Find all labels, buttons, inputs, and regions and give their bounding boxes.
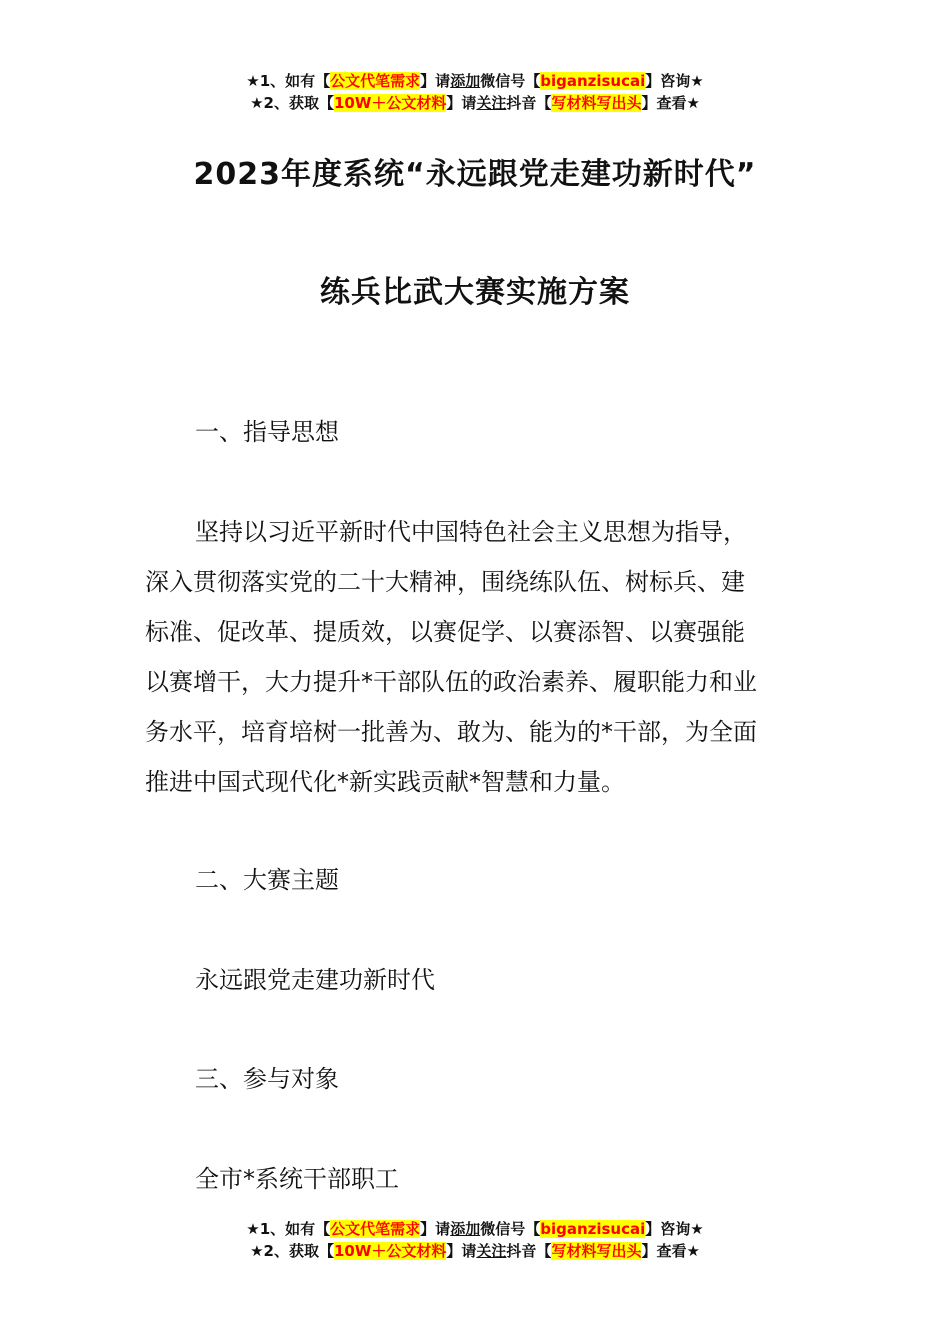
promo-text: 】咨询★ xyxy=(645,72,704,90)
paragraph-line: 坚持以习近平新时代中国特色社会主义思想为指导， xyxy=(195,518,747,546)
promo-text: 】请 xyxy=(446,94,477,112)
paragraph-line: 务水平，培育培树一批善为、敢为、能为的*干部，为全面 xyxy=(145,718,757,746)
promo-underlined-text: 关注 xyxy=(476,94,507,112)
promo-line-2 xyxy=(0,92,950,114)
promo-highlight: 10W＋公文材料 xyxy=(333,1242,447,1260)
promo-text: 】查看★ xyxy=(641,94,700,112)
promo-underlined-text: 添加 xyxy=(450,72,481,90)
contest-theme-text: 永远跟党走建功新时代 xyxy=(195,966,435,994)
promo-text: ★2、获取【 xyxy=(250,94,334,112)
promo-line-1 xyxy=(0,1218,950,1240)
document-title-line-2: 练兵比武大赛实施方案 xyxy=(320,275,630,310)
promo-underlined-text: 添加 xyxy=(450,1220,481,1238)
promo-douyin-id: 写材料写出头 xyxy=(551,1242,642,1260)
promo-text: 】查看★ xyxy=(641,1242,700,1260)
promo-text: 】请 xyxy=(446,1242,477,1260)
section-heading-participants: 三、参与对象 xyxy=(195,1065,339,1093)
promo-highlight: 公文代笔需求 xyxy=(330,1220,421,1238)
promo-text: 】请 xyxy=(420,72,451,90)
paragraph-line: 推进中国式现代化*新实践贡献*智慧和力量。 xyxy=(145,768,625,796)
top-promo-banner xyxy=(0,70,950,114)
promo-text: 抖音【 xyxy=(506,94,552,112)
promo-wechat-id: biganzisucai xyxy=(540,1220,646,1238)
paragraph-line: 以赛增干，大力提升*干部队伍的政治素养、履职能力和业 xyxy=(145,668,757,696)
promo-douyin-id: 写材料写出头 xyxy=(551,94,642,112)
promo-line-1 xyxy=(0,70,950,92)
paragraph-line: 深入贯彻落实党的二十大精神，围绕练队伍、树标兵、建 xyxy=(145,568,745,596)
promo-line-2 xyxy=(0,1240,950,1262)
promo-text: ★2、获取【 xyxy=(250,1242,334,1260)
section-heading-guiding-thought: 一、指导思想 xyxy=(195,418,339,446)
promo-highlight: 公文代笔需求 xyxy=(330,72,421,90)
promo-text: ★1、如有【 xyxy=(246,72,331,90)
promo-text: 微信号【 xyxy=(480,1220,541,1238)
promo-text: 】咨询★ xyxy=(645,1220,704,1238)
section-heading-contest-theme: 二、大赛主题 xyxy=(195,866,339,894)
promo-text: ★1、如有【 xyxy=(246,1220,331,1238)
promo-wechat-id: biganzisucai xyxy=(540,72,646,90)
promo-text: 】请 xyxy=(420,1220,451,1238)
promo-highlight: 10W＋公文材料 xyxy=(333,94,447,112)
document-title-line-1: 2023年度系统“永远跟党走建功新时代” xyxy=(193,157,757,192)
participants-text: 全市*系统干部职工 xyxy=(195,1165,399,1193)
promo-text: 微信号【 xyxy=(480,72,541,90)
bottom-promo-banner xyxy=(0,1218,950,1262)
promo-text: 抖音【 xyxy=(506,1242,552,1260)
paragraph-line: 标准、促改革、提质效，以赛促学、以赛添智、以赛强能 xyxy=(145,618,745,646)
promo-underlined-text: 关注 xyxy=(476,1242,507,1260)
